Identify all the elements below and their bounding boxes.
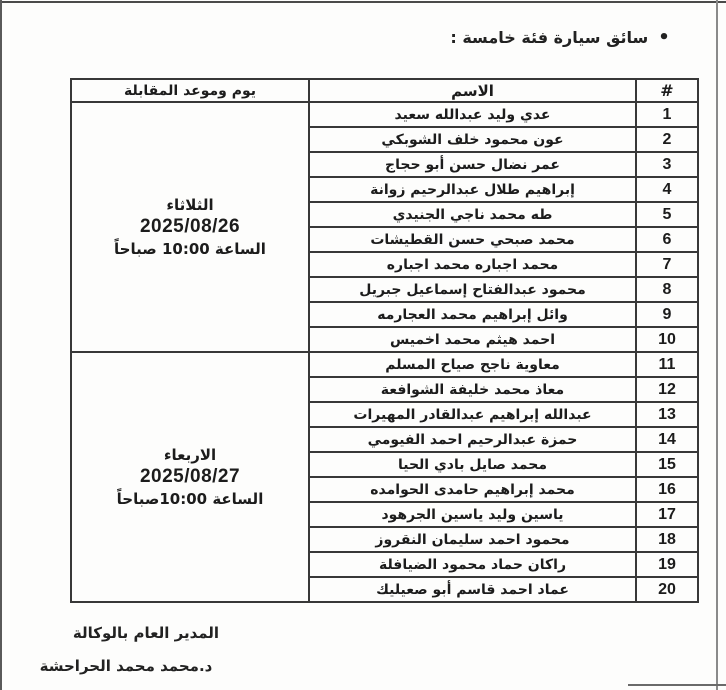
candidate-name: محمد صايل بادي الحيا [309,452,636,477]
session-date: 2025/08/26 [139,216,241,237]
row-number: 14 [636,427,698,452]
scan-frame-top [0,1,726,3]
candidates-table-wrapper [70,78,697,600]
candidate-name: عون محمود خلف الشوبكي [309,127,636,152]
candidate-name: عدي وليد عبدالله سعيد [309,102,636,127]
header-number: # [636,79,698,102]
candidate-name: معاذ محمد خليفة الشوافعة [309,377,636,402]
session-day: الاربعاء [163,446,217,464]
row-number: 11 [636,352,698,377]
row-number: 8 [636,277,698,302]
session-time: الساعة 10:00 صباحاً [114,240,266,258]
signature-title: المدير العام بالوكالة [72,624,220,642]
schedule-cell-session-1 [71,102,309,352]
signature-name: د.محمد محمد الحراحشة [39,657,213,675]
candidate-name: عماد احمد قاسم أبو صعيليك [309,577,636,602]
candidate-name: محمود احمد سليمان النقروز [309,527,636,552]
row-number: 6 [636,227,698,252]
document-title-text: سائق سيارة فئة خامسة : [450,28,649,47]
table-row [71,352,698,377]
candidate-name: عمر نضال حسن أبو حجاج [309,152,636,177]
row-number: 4 [636,177,698,202]
scan-frame-left [0,0,2,690]
row-number: 9 [636,302,698,327]
document-title [450,28,670,47]
row-number: 15 [636,452,698,477]
row-number: 19 [636,552,698,577]
candidate-name: إبراهيم طلال عبدالرحيم زوانة [309,177,636,202]
schedule-cell-session-2 [71,352,309,602]
candidate-name: حمزة عبدالرحيم احمد الفيومي [309,427,636,452]
candidate-name: وائل إبراهيم محمد العجارمه [309,302,636,327]
candidate-name: محمد صبحي حسن القطيشات [309,227,636,252]
table-row [71,102,698,127]
scan-frame-bottom-partial [628,684,726,686]
candidate-name: طه محمد ناجي الجنيدي [309,202,636,227]
candidate-name: معاوية ناجح صياح المسلم [309,352,636,377]
session-date: 2025/08/27 [139,466,241,487]
row-number: 12 [636,377,698,402]
row-number: 16 [636,477,698,502]
candidate-name: احمد هيثم محمد اخميس [309,327,636,352]
candidate-name: راكان حماد محمود الضيافلة [309,552,636,577]
row-number: 10 [636,327,698,352]
row-number: 1 [636,102,698,127]
candidate-name: محمد إبراهيم حامدى الحوامده [309,477,636,502]
table-header-row [71,79,698,102]
bullet-icon: • [658,26,670,48]
candidate-name: محمد اجباره محمد اجباره [309,252,636,277]
row-number: 3 [636,152,698,177]
session-day: الثلاثاء [166,196,214,214]
session-time: الساعة 10:00صباحاً [116,490,264,508]
header-schedule: يوم وموعد المقابلة [71,79,309,102]
row-number: 18 [636,527,698,552]
candidate-name: عبدالله إبراهيم عبدالقادر المهيرات [309,402,636,427]
candidate-name: محمود عبدالفتاح إسماعيل جبريل [309,277,636,302]
scan-frame-right [716,0,718,690]
row-number: 20 [636,577,698,602]
candidate-name: ياسين وليد ياسين الجرهود [309,502,636,527]
row-number: 2 [636,127,698,152]
row-number: 13 [636,402,698,427]
header-name: الاسم [309,79,636,102]
row-number: 17 [636,502,698,527]
row-number: 5 [636,202,698,227]
candidates-table [70,78,699,603]
row-number: 7 [636,252,698,277]
